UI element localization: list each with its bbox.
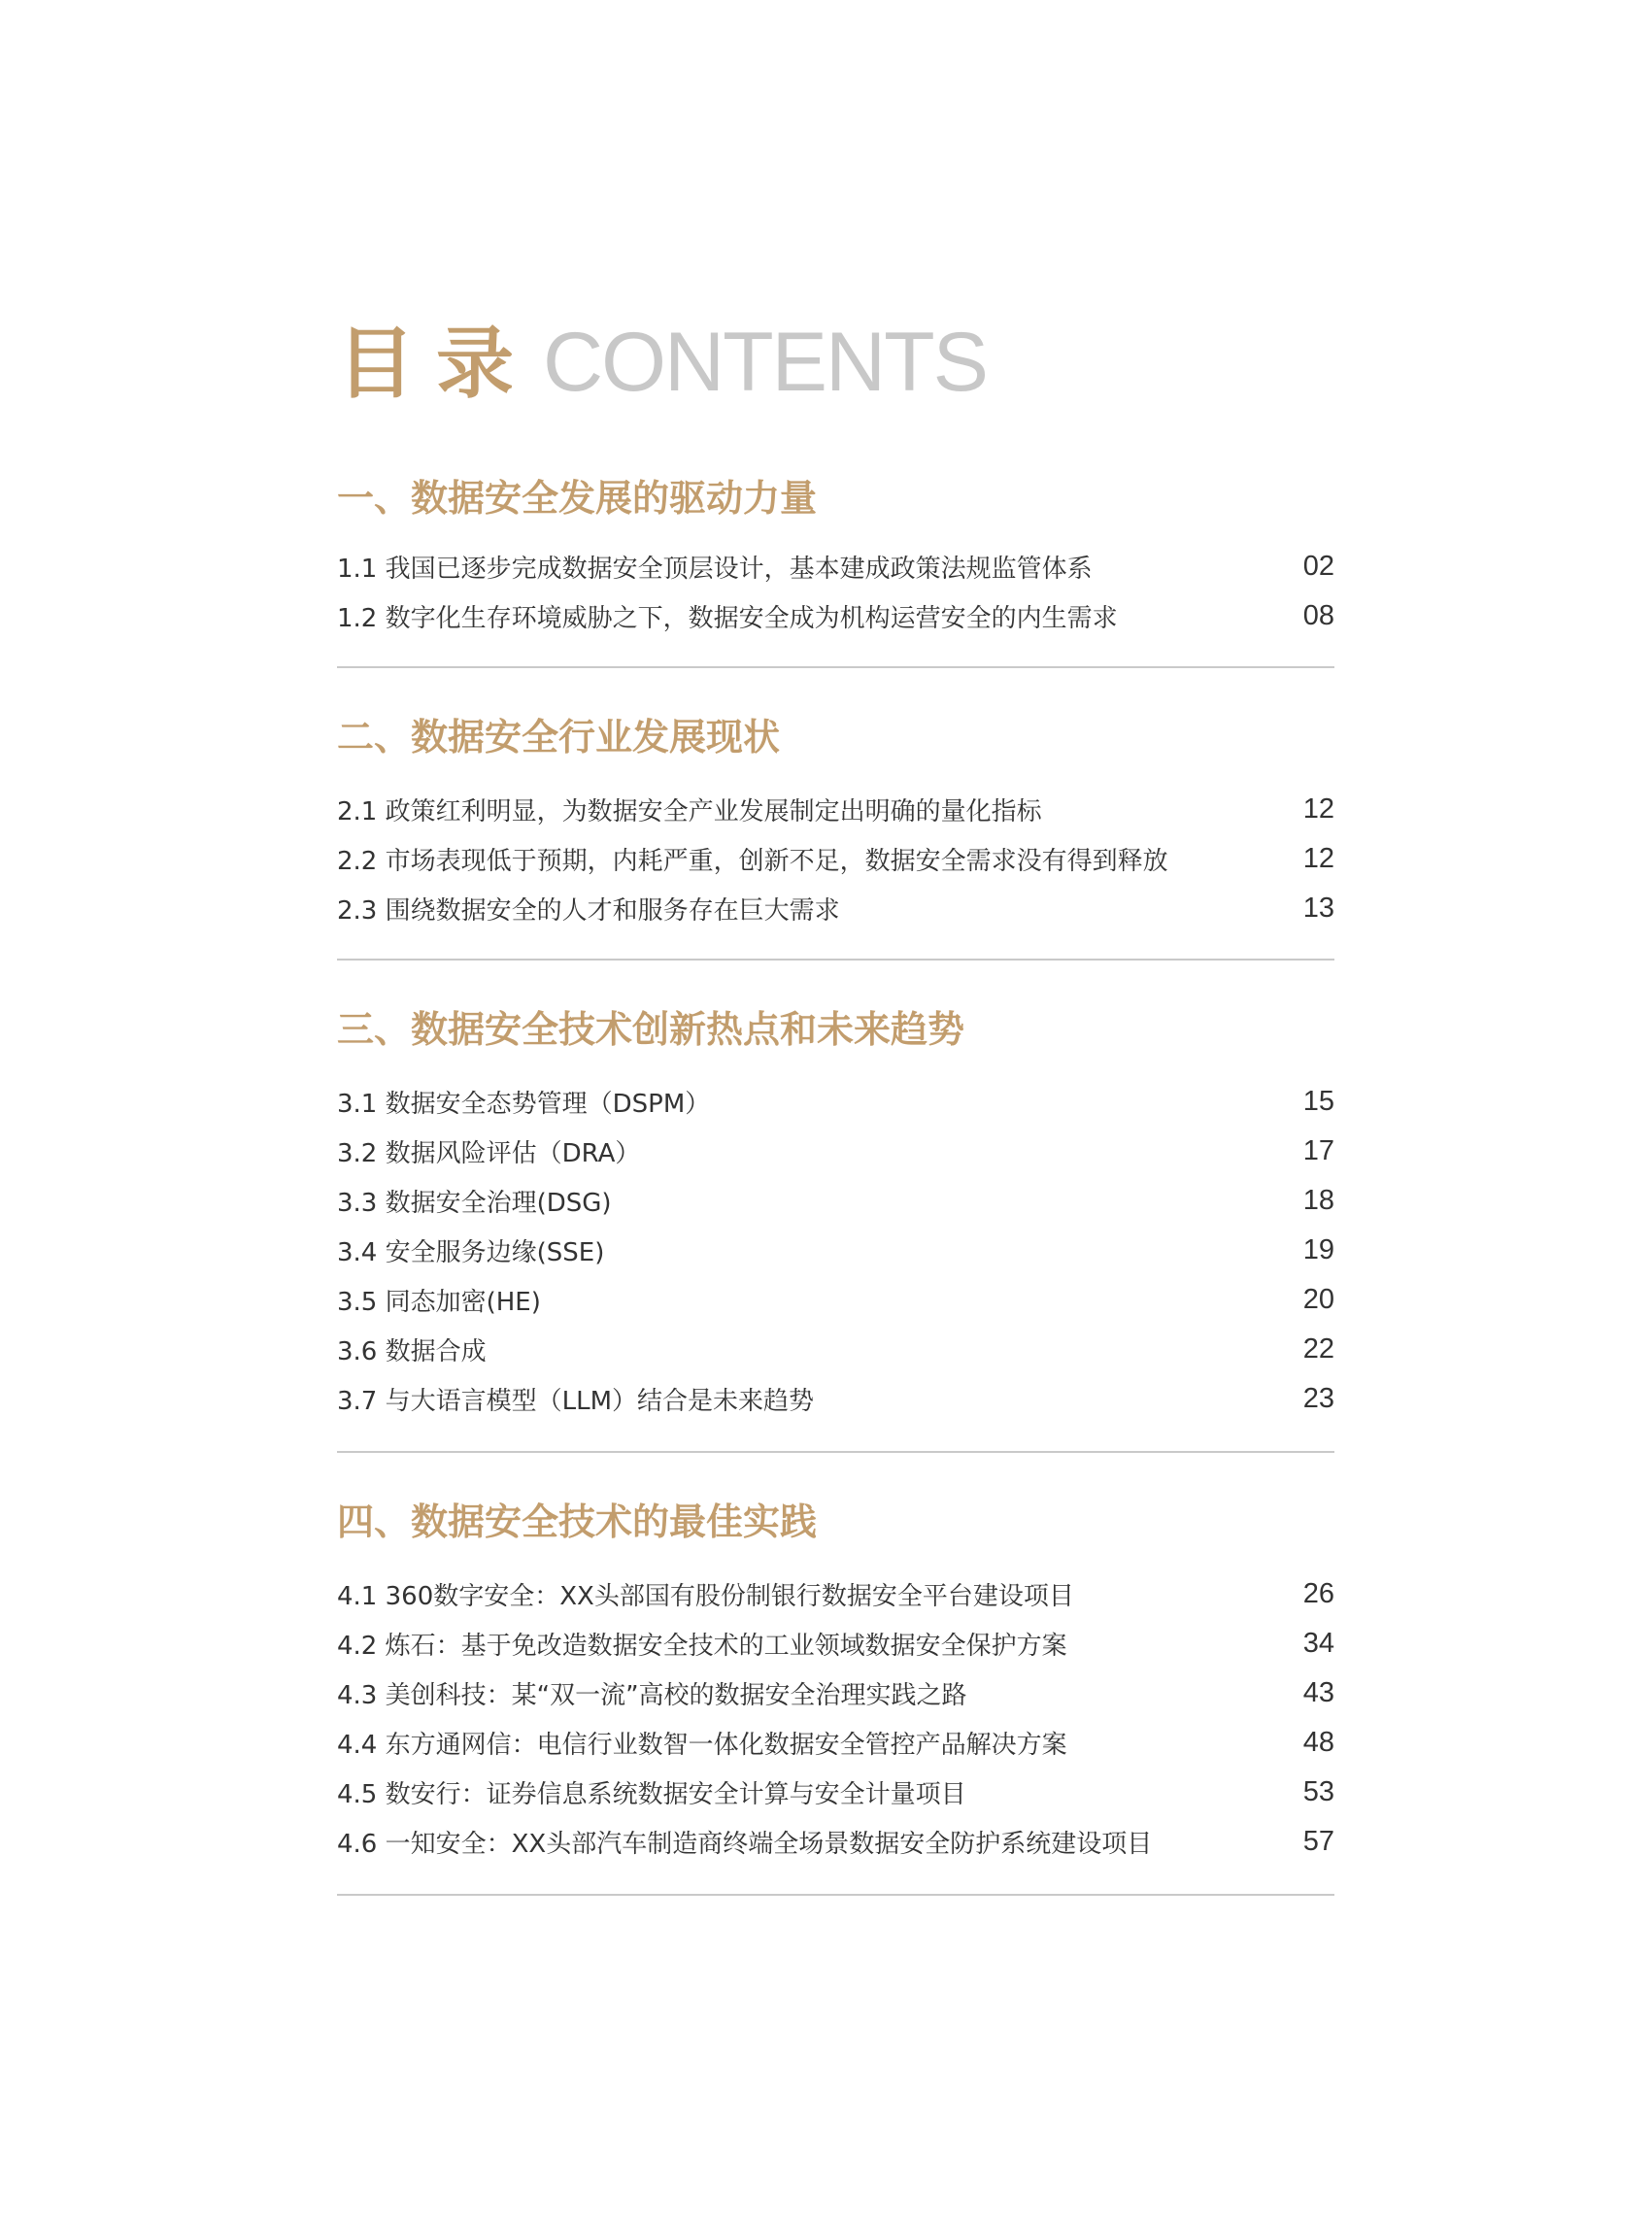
- entry-page-number: 34: [1302, 1628, 1334, 1659]
- section-title: 四、数据安全技术的最佳实践: [337, 1500, 818, 1543]
- entry-text: 3.5 同态加密(HE): [337, 1288, 541, 1317]
- toc-entry[interactable]: [337, 834, 1334, 884]
- entry-text: 4.6 一知安全：XX头部汽车制造商终端全场景数据安全防护系统建设项目: [337, 1830, 1153, 1859]
- toc-entry[interactable]: [337, 1226, 1334, 1275]
- toc-entry[interactable]: [337, 785, 1334, 834]
- entry-text: 4.2 炼石：基于免改造数据安全技术的工业领域数据安全保护方案: [337, 1632, 1067, 1661]
- entry-page-number: 13: [1302, 893, 1334, 924]
- entry-text: 4.5 数安行：证券信息系统数据安全计算与安全计量项目: [337, 1780, 966, 1809]
- entry-page-number: 26: [1302, 1578, 1334, 1609]
- section-title: 二、数据安全行业发展现状: [337, 716, 781, 759]
- toc-entry[interactable]: [337, 1275, 1334, 1325]
- entry-text: 3.6 数据合成: [337, 1337, 487, 1366]
- toc-section-1: [337, 477, 1334, 668]
- entry-text: 3.1 数据安全态势管理（DSPM）: [337, 1090, 711, 1119]
- entry-text: 4.1 360数字安全：XX头部国有股份制银行数据安全平台建设项目: [337, 1582, 1074, 1611]
- toc-entry[interactable]: [337, 1718, 1334, 1768]
- entry-page-number: 17: [1302, 1135, 1334, 1166]
- page-title: [337, 316, 1334, 429]
- title-english: CONTENTS: [543, 316, 987, 409]
- title-chinese: 目录: [337, 319, 535, 409]
- entry-page-number: 48: [1302, 1727, 1334, 1758]
- entry-text: 4.3 美创科技：某“双一流”高校的数据安全治理实践之路: [337, 1681, 967, 1710]
- entry-page-number: 57: [1302, 1826, 1334, 1857]
- section-title: 一、数据安全发展的驱动力量: [337, 477, 818, 520]
- section-divider: [337, 666, 1334, 668]
- entry-page-number: 19: [1302, 1234, 1334, 1265]
- entry-page-number: 12: [1302, 843, 1334, 874]
- entry-text: 3.3 数据安全治理(DSG): [337, 1189, 612, 1218]
- toc-entry[interactable]: [337, 884, 1334, 933]
- toc-entry[interactable]: [337, 1768, 1334, 1817]
- entry-page-number: 22: [1302, 1333, 1334, 1365]
- table-of-contents: [337, 316, 1334, 1896]
- section-title: 三、数据安全技术创新热点和未来趋势: [337, 1008, 965, 1051]
- entry-page-number: 15: [1302, 1086, 1334, 1117]
- entry-page-number: 18: [1302, 1185, 1334, 1216]
- section-divider: [337, 1451, 1334, 1453]
- entry-text: 1.1 我国已逐步完成数据安全顶层设计，基本建成政策法规监管体系: [337, 555, 1093, 584]
- entry-page-number: 20: [1302, 1284, 1334, 1315]
- toc-entry[interactable]: [337, 1127, 1334, 1176]
- toc-entry[interactable]: [337, 1669, 1334, 1718]
- entry-text: 1.2 数字化生存环境威胁之下，数据安全成为机构运营安全的内生需求: [337, 604, 1118, 633]
- toc-section-3: [337, 1008, 1334, 1453]
- toc-entry[interactable]: [337, 1619, 1334, 1669]
- entry-text: 3.4 安全服务边缘(SSE): [337, 1238, 605, 1267]
- toc-entry[interactable]: [337, 1374, 1334, 1424]
- entry-text: 2.1 政策红利明显，为数据安全产业发展制定出明确的量化指标: [337, 797, 1042, 826]
- toc-section-4: [337, 1500, 1334, 1896]
- entry-text: 3.2 数据风险评估（DRA）: [337, 1139, 641, 1168]
- section-divider: [337, 959, 1334, 961]
- toc-entry[interactable]: [337, 591, 1334, 641]
- toc-entry[interactable]: [337, 1325, 1334, 1374]
- entry-text: 2.2 市场表现低于预期，内耗严重，创新不足，数据安全需求没有得到释放: [337, 847, 1168, 876]
- entry-page-number: 12: [1302, 793, 1334, 825]
- entry-page-number: 02: [1302, 551, 1334, 582]
- toc-entry[interactable]: [337, 542, 1334, 591]
- toc-entry[interactable]: [337, 1176, 1334, 1226]
- entry-page-number: 43: [1302, 1677, 1334, 1708]
- entry-text: 3.7 与大语言模型（LLM）结合是未来趋势: [337, 1387, 815, 1416]
- toc-entry[interactable]: [337, 1817, 1334, 1867]
- entry-page-number: 23: [1302, 1383, 1334, 1414]
- toc-entry[interactable]: [337, 1077, 1334, 1127]
- entry-text: 4.4 东方通网信：电信行业数智一体化数据安全管控产品解决方案: [337, 1731, 1067, 1760]
- entry-text: 2.3 围绕数据安全的人才和服务存在巨大需求: [337, 896, 840, 926]
- entry-page-number: 53: [1302, 1776, 1334, 1807]
- toc-entry[interactable]: [337, 1569, 1334, 1619]
- toc-section-2: [337, 716, 1334, 961]
- section-divider: [337, 1894, 1334, 1896]
- entry-page-number: 08: [1302, 600, 1334, 631]
